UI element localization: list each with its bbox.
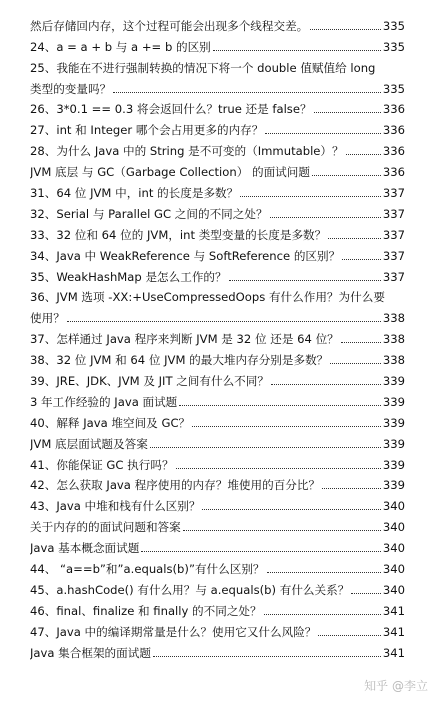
toc-entry-title: 37、怎样通过 Java 程序来判断 JVM 是 32 位 还是 64 位？ bbox=[30, 332, 339, 347]
dot-leader bbox=[342, 258, 381, 260]
toc-entry-title: 45、a.hashCode() 有什么用？与 a.equals(b) 有什么关系？ bbox=[30, 582, 350, 597]
toc-entry-title: 32、Serial 与 Parallel GC 之间的不同之处？ bbox=[30, 206, 268, 221]
dot-leader bbox=[265, 132, 381, 134]
toc-entry-title: 27、int 和 Integer 哪个会占用更多的内存？ bbox=[30, 123, 264, 138]
toc-entry-title: 类型的变量吗？ bbox=[30, 81, 112, 96]
dot-leader bbox=[141, 550, 381, 552]
toc-entry-page: 340 bbox=[382, 582, 405, 597]
toc-entry-title: 26、3*0.1 == 0.3 将会返回什么？true 还是 false？ bbox=[30, 102, 312, 117]
toc-entry[interactable] bbox=[30, 534, 405, 555]
toc-entry[interactable] bbox=[30, 200, 405, 221]
toc-entry-page: 339 bbox=[382, 415, 405, 430]
toc-entry[interactable] bbox=[30, 284, 405, 305]
toc-entry-page: 339 bbox=[382, 478, 405, 493]
toc-entry-page: 336 bbox=[382, 165, 405, 180]
toc-entry-page: 337 bbox=[382, 269, 405, 284]
toc-entry[interactable] bbox=[30, 618, 405, 639]
toc-entry[interactable] bbox=[30, 472, 405, 493]
toc-entry-page: 335 bbox=[382, 39, 405, 54]
dot-leader bbox=[202, 508, 380, 510]
toc-entry-page: 340 bbox=[382, 541, 405, 556]
toc-entry-title: 44、 “a==b”和”a.equals(b)”有什么区别？ bbox=[30, 562, 265, 577]
toc-entry[interactable] bbox=[30, 639, 405, 660]
toc-entry[interactable] bbox=[30, 96, 405, 117]
toc-entry[interactable] bbox=[30, 367, 405, 388]
toc-entry-page: 338 bbox=[382, 311, 405, 326]
toc-entry-page: 335 bbox=[382, 81, 405, 96]
toc-entry-page: 337 bbox=[382, 186, 405, 201]
toc-entry-page: 336 bbox=[382, 144, 405, 159]
toc-entry-title: 28、为什么 Java 中的 String 是不可变的（Immutable）？ bbox=[30, 144, 344, 159]
toc-entry-title: 关于内存的的面试问题和答案 bbox=[30, 520, 181, 535]
dot-leader bbox=[213, 49, 381, 51]
toc-entry[interactable] bbox=[30, 54, 405, 75]
toc-entry[interactable] bbox=[30, 33, 405, 54]
toc-entry-title: 36、JVM 选项 -XX:+UseCompressedOops 有什么作用？为什么要 bbox=[30, 290, 385, 305]
toc-entry-title: Java 基本概念面试题 bbox=[30, 541, 140, 556]
toc-entry[interactable] bbox=[30, 325, 405, 346]
toc-entry[interactable] bbox=[30, 75, 405, 96]
toc-entry-page: 340 bbox=[382, 499, 405, 514]
toc-entry-page: 338 bbox=[382, 353, 405, 368]
toc-entry-title: JVM 底层 与 GC（Garbage Collection） 的面试问题 bbox=[30, 165, 310, 180]
toc-entry-title: JVM 底层面试题及答案 bbox=[30, 436, 148, 451]
toc-entry[interactable] bbox=[30, 242, 405, 263]
dot-leader bbox=[153, 655, 381, 657]
toc-entry-title: 42、怎么获取 Java 程序使用的内存？堆使用的百分比？ bbox=[30, 478, 321, 493]
dot-leader bbox=[328, 237, 381, 239]
toc-entry[interactable] bbox=[30, 12, 405, 33]
dot-leader bbox=[310, 28, 381, 30]
toc-entry-page: 340 bbox=[382, 562, 405, 577]
toc-entry[interactable] bbox=[30, 555, 405, 576]
toc-entry[interactable] bbox=[30, 263, 405, 284]
toc-entry-page: 341 bbox=[382, 624, 405, 639]
toc-entry-title: 38、32 位 JVM 和 64 位 JVM 的最大堆内存分别是多数？ bbox=[30, 353, 329, 368]
dot-leader bbox=[240, 195, 381, 197]
toc-entry[interactable] bbox=[30, 137, 405, 158]
toc-entry-title: 33、32 位和 64 位的 JVM，int 类型变量的长度是多数？ bbox=[30, 227, 327, 242]
dot-leader bbox=[113, 91, 381, 93]
toc-entry-title: 使用？ bbox=[30, 311, 65, 326]
toc-entry[interactable] bbox=[30, 430, 405, 451]
toc-entry-title: 3 年工作经验的 Java 面试题 bbox=[30, 394, 178, 409]
toc-entry-page: 341 bbox=[382, 603, 405, 618]
toc-entry-title: 然后存储回内存，这个过程可能会出现多个线程交差。 bbox=[30, 18, 309, 33]
toc-entry-page: 335 bbox=[382, 18, 405, 33]
toc-entry-page: 339 bbox=[382, 394, 405, 409]
toc-entry-title: 24、a = a + b 与 a += b 的区别 bbox=[30, 39, 211, 54]
dot-leader bbox=[351, 592, 381, 594]
dot-leader bbox=[322, 487, 381, 489]
toc-entry-page: 337 bbox=[382, 227, 405, 242]
toc-entry-title: 46、final、finalize 和 finally 的不同之处？ bbox=[30, 603, 262, 618]
toc-entry-title: 31、64 位 JVM 中，int 的长度是多数？ bbox=[30, 186, 239, 201]
dot-leader bbox=[271, 383, 381, 385]
dot-leader bbox=[346, 153, 381, 155]
toc-entry-title: 34、Java 中 WeakReference 与 SoftReference 的区别？ bbox=[30, 248, 341, 263]
toc-entry-title: 43、Java 中堆和栈有什么区别？ bbox=[30, 499, 201, 514]
toc-entry[interactable] bbox=[30, 116, 405, 137]
toc-entry-title: Java 集合框架的面试题 bbox=[30, 645, 151, 660]
dot-leader bbox=[267, 571, 381, 573]
dot-leader bbox=[183, 529, 381, 531]
toc-entry[interactable] bbox=[30, 451, 405, 472]
dot-leader bbox=[341, 341, 381, 343]
toc-entry[interactable] bbox=[30, 346, 405, 367]
toc-entry-title: 39、JRE、JDK、JVM 及 JIT 之间有什么不同？ bbox=[30, 374, 269, 389]
toc-entry-page: 339 bbox=[382, 457, 405, 472]
dot-leader bbox=[318, 634, 380, 636]
toc-entry-page: 337 bbox=[382, 248, 405, 263]
toc-entry-title: 40、解释 Java 堆空间及 GC？ bbox=[30, 415, 191, 430]
watermark: 知乎 @李立 bbox=[364, 679, 428, 693]
toc-entry[interactable] bbox=[30, 179, 405, 200]
toc-entry[interactable] bbox=[30, 492, 405, 513]
dot-leader bbox=[270, 216, 381, 218]
dot-leader bbox=[67, 320, 381, 322]
dot-leader bbox=[179, 404, 381, 406]
toc-entry-page: 339 bbox=[382, 374, 405, 389]
dot-leader bbox=[330, 362, 381, 364]
table-of-contents bbox=[30, 12, 405, 660]
toc-entry[interactable] bbox=[30, 597, 405, 618]
dot-leader bbox=[229, 279, 381, 281]
toc-entry[interactable] bbox=[30, 513, 405, 534]
toc-entry[interactable] bbox=[30, 304, 405, 325]
toc-entry-page: 339 bbox=[382, 436, 405, 451]
dot-leader bbox=[314, 111, 381, 113]
dot-leader bbox=[312, 174, 381, 176]
toc-entry-title: 25、我能在不进行强制转换的情况下将一个 double 值赋值给 long bbox=[30, 60, 376, 75]
toc-entry-title: 47、Java 中的编译期常量是什么？使用它又什么风险？ bbox=[30, 624, 317, 639]
dot-leader bbox=[192, 425, 381, 427]
dot-leader bbox=[264, 613, 381, 615]
dot-leader bbox=[176, 467, 381, 469]
toc-entry-page: 336 bbox=[382, 102, 405, 117]
toc-entry[interactable] bbox=[30, 576, 405, 597]
toc-entry-title: 41、你能保证 GC 执行吗？ bbox=[30, 457, 174, 472]
toc-entry-page: 341 bbox=[382, 645, 405, 660]
toc-entry-page: 336 bbox=[382, 123, 405, 138]
toc-entry[interactable] bbox=[30, 388, 405, 409]
dot-leader bbox=[150, 446, 381, 448]
toc-entry-page: 338 bbox=[382, 332, 405, 347]
toc-entry-page: 337 bbox=[382, 206, 405, 221]
toc-entry[interactable] bbox=[30, 158, 405, 179]
toc-entry-title: 35、WeakHashMap 是怎么工作的？ bbox=[30, 269, 227, 284]
toc-entry-page: 340 bbox=[382, 520, 405, 535]
toc-entry[interactable] bbox=[30, 409, 405, 430]
toc-entry[interactable] bbox=[30, 221, 405, 242]
